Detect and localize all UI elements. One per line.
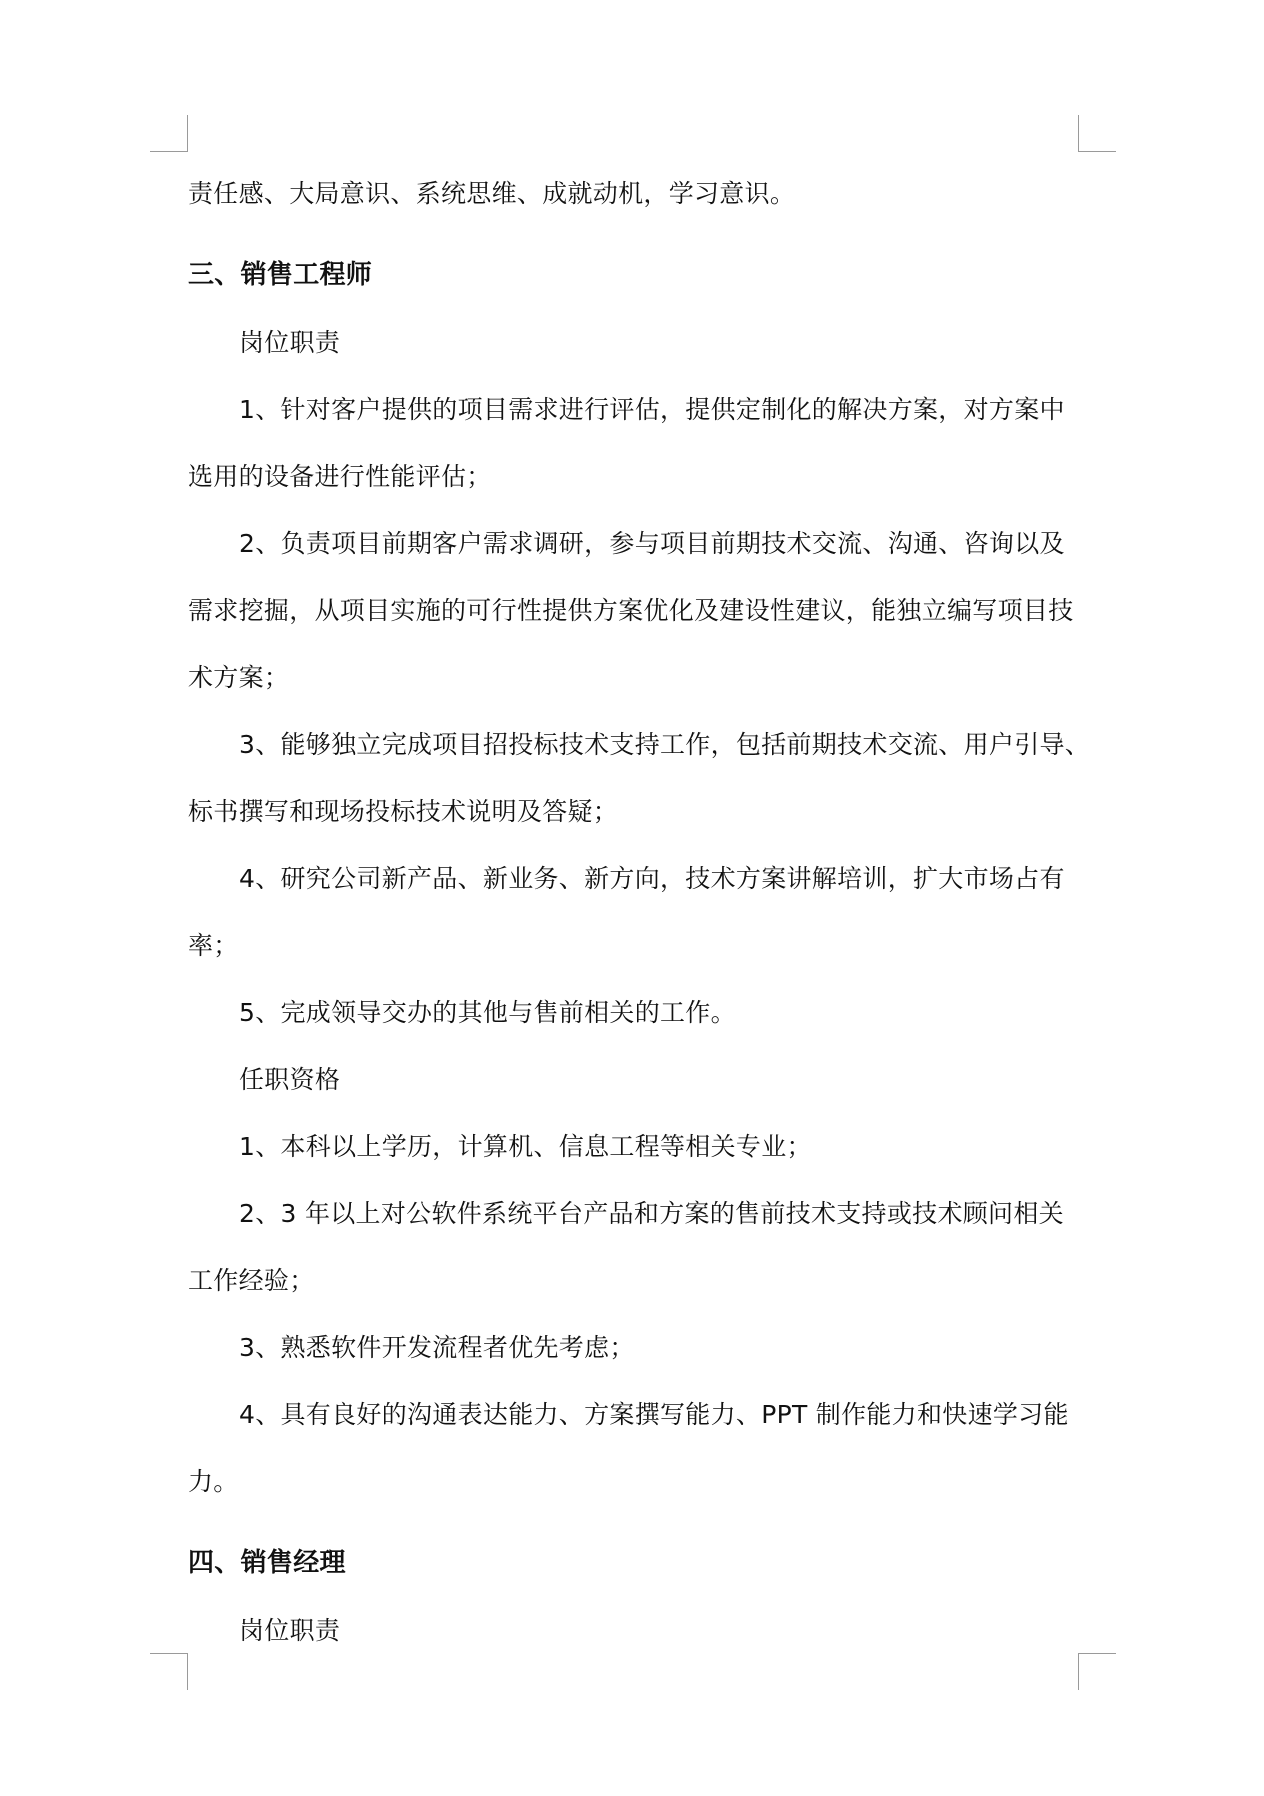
crop-mark-top-left-vertical [187,115,188,152]
list-item-line: 3、能够独立完成项目招投标技术支持工作，包括前期技术交流、用户引导、 [239,730,1091,759]
list-item-continuation: 力。 [188,1467,239,1496]
list-item-line: 3、熟悉软件开发流程者优先考虑； [239,1333,635,1362]
crop-mark-top-right-horizontal [1078,151,1116,152]
section-heading-sales-manager: 四、销售经理 [188,1548,346,1578]
list-item-continuation: 术方案； [188,663,290,692]
list-item-continuation: 标书撰写和现场投标技术说明及答疑； [188,797,619,826]
list-item-line: 2、3 年以上对公软件系统平台产品和方案的售前技术支持或技术顾问相关 [239,1199,1064,1228]
section-heading-sales-engineer: 三、销售工程师 [188,260,373,290]
crop-mark-bottom-left-horizontal [150,1653,188,1654]
list-item-line: 1、针对客户提供的项目需求进行评估，提供定制化的解决方案，对方案中 [239,395,1065,424]
paragraph-line: 责任感、大局意识、系统思维、成就动机，学习意识。 [188,179,796,208]
document-body [188,160,1091,1664]
list-item-continuation: 率； [188,931,239,960]
subheading-responsibilities: 岗位职责 [239,328,341,357]
list-item-line: 4、具有良好的沟通表达能力、方案撰写能力、PPT 制作能力和快速学习能 [239,1400,1069,1429]
crop-mark-top-left-horizontal [150,151,188,152]
crop-mark-top-right-vertical [1078,115,1079,152]
list-item-continuation: 选用的设备进行性能评估； [188,462,492,491]
list-item-line: 1、本科以上学历，计算机、信息工程等相关专业； [239,1132,812,1161]
list-item-line: 4、研究公司新产品、新业务、新方向，技术方案讲解培训，扩大市场占有 [239,864,1065,893]
list-item-line: 2、负责项目前期客户需求调研，参与项目前期技术交流、沟通、咨询以及 [239,529,1065,558]
subheading-responsibilities: 岗位职责 [239,1616,341,1645]
list-item-line: 5、完成领导交办的其他与售前相关的工作。 [239,998,736,1027]
subheading-qualifications: 任职资格 [239,1065,341,1094]
list-item-continuation: 需求挖掘，从项目实施的可行性提供方案优化及建设性建议，能独立编写项目技 [188,596,1074,625]
list-item-continuation: 工作经验； [188,1266,315,1295]
